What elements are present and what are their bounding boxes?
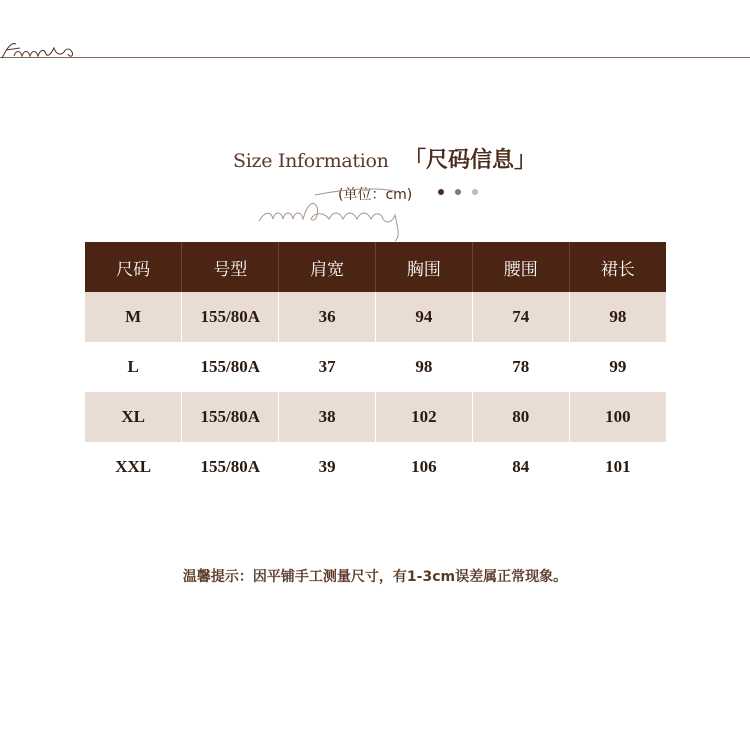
table-cell: 155/80A [182, 442, 279, 492]
table-cell: M [85, 292, 182, 342]
table-cell: 155/80A [182, 342, 279, 392]
title-chinese: 「尺码信息」 [404, 148, 537, 173]
decorative-signature-icon [255, 185, 415, 245]
table-cell: 98 [375, 342, 472, 392]
col-header: 胸围 [375, 242, 472, 292]
table-cell: 155/80A [182, 292, 279, 342]
table-cell: 37 [279, 342, 376, 392]
measurement-note: 温馨提示：因平铺手工测量尺寸，有1-3cm误差属正常现象。 [182, 569, 568, 585]
table-row [85, 392, 666, 442]
col-header: 肩宽 [279, 242, 376, 292]
table-cell: 84 [472, 442, 569, 492]
table-cell: 39 [279, 442, 376, 492]
table-cell: 155/80A [182, 392, 279, 442]
size-table [85, 242, 666, 492]
dot-icon [438, 189, 444, 195]
table-cell: 74 [472, 292, 569, 342]
table-cell: 100 [569, 392, 666, 442]
table-cell: XXL [85, 442, 182, 492]
title-english: Size Information [233, 150, 389, 172]
table-cell: 106 [375, 442, 472, 492]
unit-label: (单位：cm) [338, 187, 413, 203]
table-cell: L [85, 342, 182, 392]
table-cell: 99 [609, 357, 627, 376]
table-row [85, 442, 666, 492]
col-header: 腰围 [472, 242, 569, 292]
table-cell: 80 [472, 392, 569, 442]
table-cell: XL [85, 392, 182, 442]
table-cell: 38 [279, 392, 376, 442]
col-header: 号型 [182, 242, 279, 292]
table-cell: 98 [569, 292, 666, 342]
col-header: 裙长 [569, 242, 666, 292]
table-cell: 78 [472, 342, 569, 392]
top-divider-line [0, 57, 750, 58]
table-cell: 102 [375, 392, 472, 442]
signature-flourish-icon [0, 36, 80, 64]
dot-icon [472, 189, 478, 195]
table-cell: 94 [375, 292, 472, 342]
col-header: 尺码 [85, 242, 182, 292]
table-header-row [85, 242, 666, 292]
table-cell: 36 [279, 292, 376, 342]
table-row [85, 342, 666, 392]
table-cell: 101 [605, 457, 631, 476]
table-row [85, 292, 666, 342]
dot-icon [455, 189, 461, 195]
